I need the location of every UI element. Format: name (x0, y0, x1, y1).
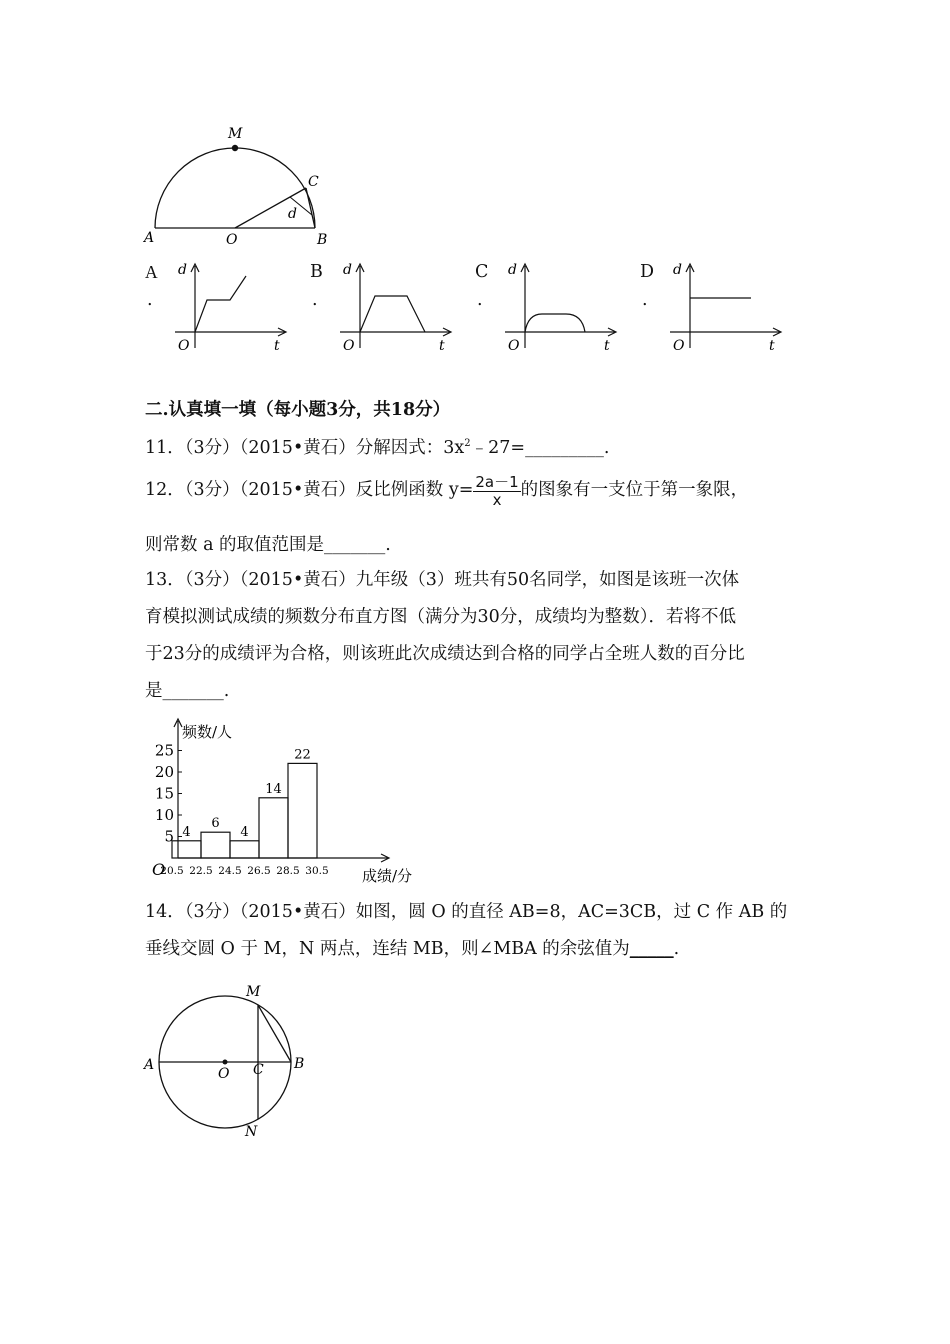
fraction-denominator: x (492, 490, 502, 509)
q14-line1: 14．（3分）（2015•黄石）如图，圆 O 的直径 AB=8，AC=3CB，过 C 作 AB 的 (145, 902, 788, 922)
q14-line2-text: 垂线交圆 O 于 M，N 两点，连结 MB，则∠MBA 的余弦值为 (145, 939, 630, 959)
label-b: B (317, 232, 328, 248)
x-tick-label: 30.5 (305, 865, 329, 877)
point-m (232, 145, 238, 151)
histogram-bar (201, 832, 230, 858)
q14-line2 (145, 941, 679, 959)
label-m: M (228, 126, 243, 142)
option-c[interactable] (475, 258, 625, 358)
q12-suffix: 的图象有一支位于第一象限， (520, 480, 749, 501)
curve (195, 276, 246, 332)
y-axis-label: 频数/人 (182, 723, 233, 741)
y-tick-label: 10 (154, 806, 174, 824)
q12-fraction (473, 474, 520, 508)
label-n: N (245, 1124, 258, 1140)
bar-value-label: 4 (182, 824, 191, 840)
curve (360, 296, 425, 332)
axis-t-label: t (274, 338, 280, 354)
x-tick-label: 22.5 (189, 865, 213, 877)
circle-figure (140, 978, 315, 1143)
y-tick-label: 20 (154, 763, 174, 781)
option-b-graph (335, 258, 460, 358)
bar-value-label: 22 (294, 747, 311, 763)
axis-t-label: t (769, 338, 775, 354)
option-letter: A (145, 262, 158, 282)
axis-t-label: t (439, 338, 445, 354)
option-dot: . (312, 290, 318, 310)
origin-label: O (178, 338, 190, 354)
q13-line2: 育模拟测试成绩的频数分布直方图（满分为30分，成绩均为整数）．若将不低 (145, 607, 737, 627)
origin-label: O (343, 338, 355, 354)
label-o: O (218, 1066, 230, 1082)
origin-label: O (508, 338, 520, 354)
axis-d-label: d (343, 262, 352, 278)
label-c: C (253, 1062, 264, 1078)
option-letter: C (475, 262, 489, 282)
question-12 (145, 474, 748, 508)
option-letter: B (310, 262, 323, 282)
histogram-bar (230, 841, 259, 858)
curve (525, 314, 585, 332)
y-tick-label: 25 (154, 741, 174, 760)
option-b[interactable] (310, 258, 460, 358)
histogram-bar (288, 763, 317, 858)
label-a: A (144, 1057, 155, 1073)
center-point (223, 1060, 228, 1065)
label-o: O (226, 232, 238, 248)
q13-line3: 于23分的成绩评为合格，则该班此次成绩达到合格的同学占全班人数的百分比 (145, 644, 745, 664)
q13-line4: 是_______. (145, 681, 230, 701)
label-b: B (294, 1056, 305, 1072)
bar-value-label: 4 (240, 824, 249, 840)
origin-label: O (673, 338, 685, 354)
q11-prefix: 11．（3分）（2015•黄石）分解因式：3x (145, 437, 465, 458)
origin-label: O (152, 860, 166, 879)
q13-line1: 13．（3分）（2015•黄石）九年级（3）班共有50名同学，如图是该班一次体 (145, 570, 740, 590)
option-a[interactable] (145, 258, 295, 358)
y-tick-label: 5 (164, 827, 174, 846)
histogram-chart (140, 715, 430, 890)
q11-exponent: 2 (464, 438, 471, 449)
option-dot: . (477, 290, 483, 310)
q12-prefix: 12．（3分）（2015•黄石）反比例函数 y= (145, 480, 474, 501)
bar-value-label: 6 (211, 816, 220, 832)
x-tick-label: 26.5 (247, 865, 271, 877)
q11-suffix: ﹣27=_________. (470, 437, 610, 458)
segment-mb (258, 1005, 291, 1062)
x-tick-label: 24.5 (218, 865, 242, 877)
option-c-graph (500, 258, 625, 358)
axis-d-label: d (178, 262, 187, 278)
axis-d-label: d (508, 262, 517, 278)
histogram-bar (172, 841, 201, 858)
x-tick-label: 28.5 (276, 865, 300, 877)
label-d: d (288, 206, 297, 222)
option-dot: . (642, 290, 648, 310)
section-heading: 二.认真填一填（每小题3分，共18分） (145, 400, 451, 420)
question-11 (145, 439, 609, 457)
x-axis-label: 成绩/分 (362, 867, 413, 885)
label-m: M (246, 984, 261, 1000)
x-tick-label: 20.5 (160, 865, 184, 877)
bar-value-label: 14 (265, 781, 282, 797)
option-letter: D (640, 262, 655, 282)
q14-line2-end: . (673, 939, 680, 959)
segment-cb (306, 188, 315, 228)
answer-blank: _____ (629, 939, 674, 959)
q12-line2: 则常数 a 的取值范围是_______. (145, 535, 391, 555)
histogram-bar (259, 798, 288, 858)
option-d-graph (665, 258, 790, 358)
fraction-numerator: 2a－1 (475, 473, 519, 491)
option-d[interactable] (640, 258, 790, 358)
option-a-graph (170, 258, 295, 358)
y-tick-label: 15 (154, 784, 174, 803)
label-c: C (308, 174, 319, 190)
label-a: A (144, 230, 155, 246)
axis-d-label: d (673, 262, 682, 278)
chart-labels (152, 723, 412, 885)
chart-bars (172, 763, 317, 858)
option-dot: . (147, 290, 153, 310)
semicircle-figure (140, 120, 350, 250)
axis-t-label: t (604, 338, 610, 354)
